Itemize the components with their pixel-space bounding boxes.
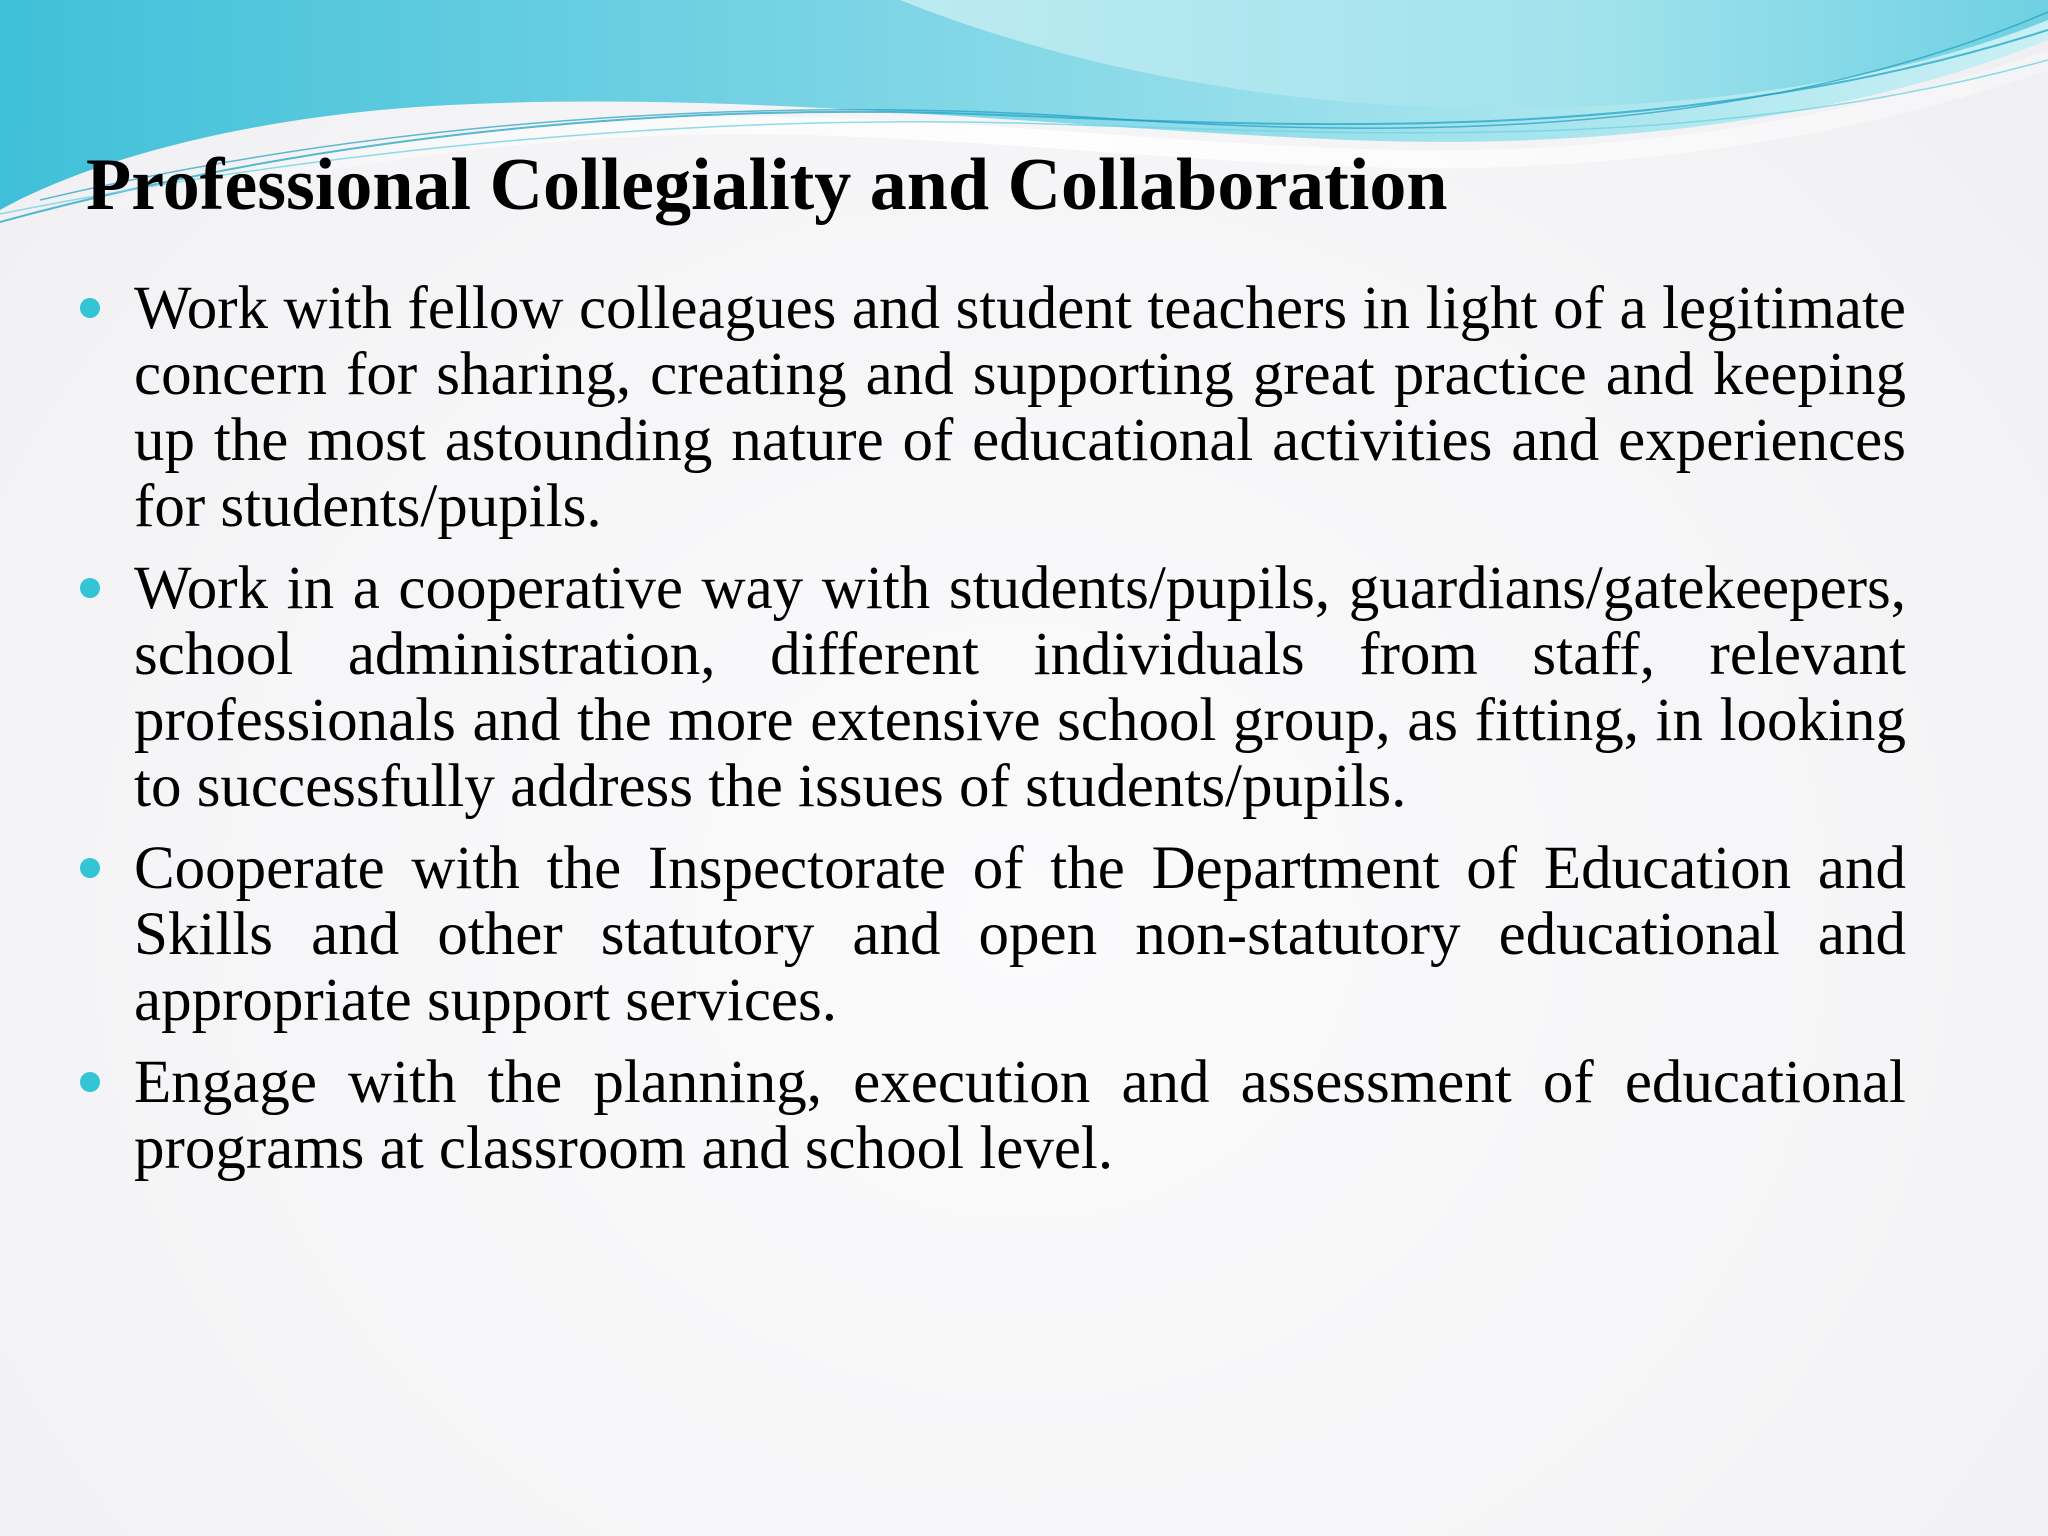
bullet-item bbox=[76, 556, 1906, 820]
bullet-item bbox=[76, 276, 1906, 540]
slide-title: Professional Collegiality and Collaboration bbox=[86, 144, 1448, 226]
bullet-dot-icon bbox=[80, 578, 100, 598]
bullet-dot-icon bbox=[80, 1072, 100, 1092]
bullet-text: Work with fellow colleagues and student teachers in light of a legitimate concern for sharing, creating and supporting great practice and keeping up the most astounding nature of educational activities and experiences for students/pupils. bbox=[134, 275, 1906, 540]
bullet-text: Engage with the planning, execution and assessment of educational programs at classroom and school level. bbox=[134, 1049, 1906, 1182]
bullet-item bbox=[76, 836, 1906, 1034]
bullet-dot-icon bbox=[80, 858, 100, 878]
bullet-dot-icon bbox=[80, 298, 100, 318]
bullet-text: Cooperate with the Inspectorate of the Department of Education and Skills and other statutory and open non-statutory educational and appropriate support services. bbox=[134, 835, 1906, 1034]
bullet-list bbox=[76, 276, 1906, 1198]
bullet-text: Work in a cooperative way with students/pupils, guardians/gatekeepers, school administration, different individuals from staff, relevant professionals and the more extensive school group, as fitting, in looking to successfully address the issues of students/pupils. bbox=[134, 555, 1906, 820]
bullet-item bbox=[76, 1050, 1906, 1182]
